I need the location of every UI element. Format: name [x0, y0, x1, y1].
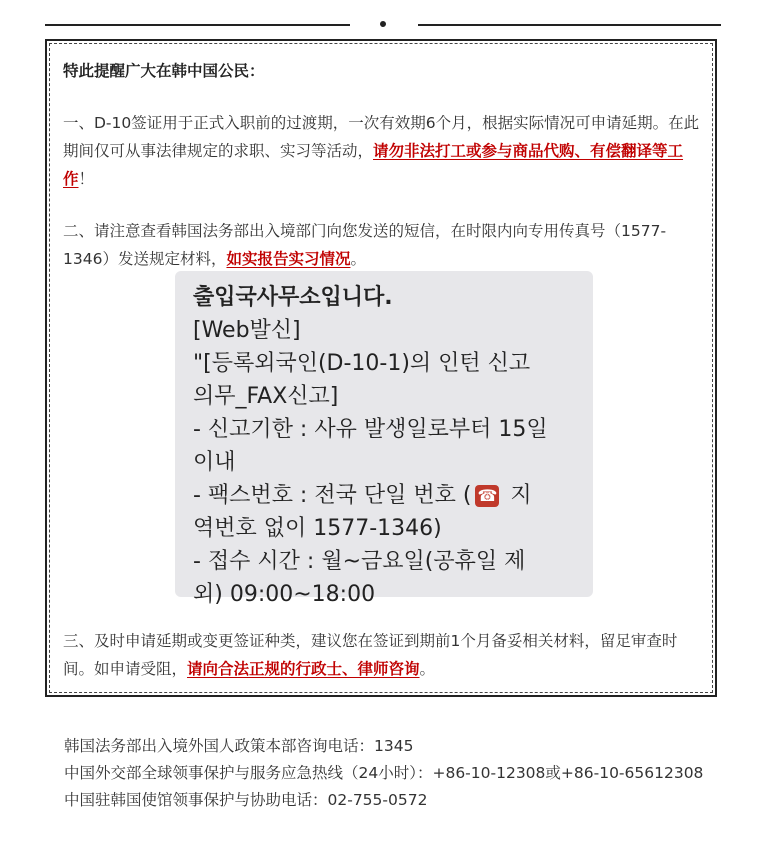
sms-line: [Web발신] [193, 318, 301, 343]
paragraph-3-tail: 。 [419, 660, 436, 678]
contact-line: 中国驻韩国使馆领事保护与协助电话：02-755-0572 [64, 791, 428, 809]
sms-line: "[등록외국인(D-10-1)의 인턴 신고 [193, 351, 531, 376]
sms-line: - 접수 시간 : 월~금요일(공휴일 제 [193, 549, 526, 574]
telephone-icon: ☎ [475, 485, 499, 507]
sms-message [193, 281, 583, 611]
paragraph-1-tail: ！ [78, 170, 95, 188]
sms-line: 외) 09:00~18:00 [193, 582, 376, 607]
paragraph-2-text: 二、请注意查看韩国法务部出入境部门向您发送的短信，在时限内向专用传真号（1577-1346）发送规定材料， [63, 222, 667, 268]
sms-line-part: 지 [503, 483, 532, 508]
sms-line: 역번호 없이 1577-1346) [193, 516, 442, 541]
sms-line [193, 479, 583, 512]
paragraph-1 [63, 109, 707, 193]
paragraph-1-text: 一、D-10签证用于正式入职前的过渡期，一次有效期6个月，根据实际情况可申请延期。在此期间仅可从事法律规定的求职、实习等活动， [63, 114, 700, 160]
notice-heading: 特此提醒广大在韩中国公民： [63, 62, 265, 80]
divider-dot [380, 21, 386, 27]
sms-line: 이내 [193, 450, 236, 475]
top-divider-right [418, 24, 721, 26]
paragraph-3-text: 三、及时申请延期或变更签证种类，建议您在签证到期前1个月备妥相关材料，留足审查时间。如申请受阻， [63, 632, 678, 678]
sms-screenshot [175, 271, 593, 607]
sms-line: 의무_FAX신고] [193, 384, 339, 409]
contact-line: 中国外交部全球领事保护与服务应急热线（24小时）：+86-10-12308或+86-10-65612308 [64, 764, 704, 782]
paragraph-2 [63, 217, 707, 273]
sms-line: - 신고기한 : 사유 발생일로부터 15일 [193, 417, 548, 442]
paragraph-3 [63, 627, 707, 683]
contact-list [64, 733, 714, 814]
paragraph-3-emphasis: 请向合法正规的行政士、律师咨询 [187, 660, 420, 678]
paragraph-1-emphasis: 请勿非法打工或参与商品代购、有偿翻译等工作 [63, 142, 684, 188]
notice-box [45, 39, 717, 697]
top-divider-left [45, 24, 350, 26]
sms-title: 출입국사무소입니다. [193, 285, 393, 310]
sms-line-part: - 팩스번호 : 전국 단일 번호 ( [193, 483, 472, 508]
contact-line: 韩国法务部出入境外国人政策本部咨询电话：1345 [64, 737, 414, 755]
paragraph-2-tail: 。 [350, 250, 366, 268]
paragraph-2-emphasis: 如实报告实习情况 [226, 250, 351, 268]
